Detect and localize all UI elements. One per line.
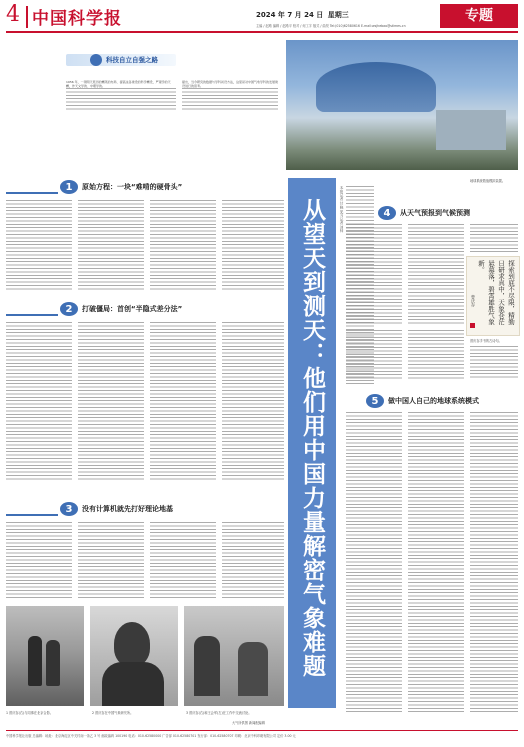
section-1-header [60,180,182,194]
headline-banner [288,178,336,708]
footer-text: 中国科学报社出版 总编辑：地址：北京海淀区中关村南一条乙 3 号 邮政编码 100190 电话：010-62580000 广告部 010-62580701 发行部：010-62580707 印刷：北京中科印刷有限公司 定价 3.00 元 [6,734,296,738]
section-4-title: 从天气预报到气候预测 [400,209,470,217]
section-1-title: 原始方程：一块“难啃的硬骨头” [82,183,183,191]
intro-box [66,50,276,140]
photo-b2 [90,606,178,706]
photo-b3 [184,606,284,706]
top-photo-caption: 地球系统数值模拟装置。 [470,179,506,183]
caption-b1: 1 曾庆存(右)与同事在北京合影。 [6,711,53,715]
section-4-number: 4 [378,206,396,220]
section-tab [440,4,518,28]
headline: 从望天到测天：他们用中国力量解密气象难题 [299,198,326,678]
section-5-header [366,394,479,408]
section-1-number: 1 [60,180,78,194]
section-2-number: 2 [60,302,78,316]
section-2-header [60,302,182,316]
calligraphy-signature: 曾庆存 [471,295,476,307]
section-3-number: 3 [60,502,78,516]
editor-line: 主编 / 赵路 编辑 / 赵路平 校对 / 何工宇 版式 / 曲昊 Tel:(010)62580616 E-mail:wsjhebao@stimes.cn [256,24,406,28]
section-5-number: 5 [366,394,384,408]
photo-credit: 大气所供图 新闻配编辑 [232,721,265,725]
page-number: 4 [6,2,20,27]
section-2-title: 打破僵局：首创“半隐式差分法” [82,305,183,313]
intro-text-1: 1956 年，一项明天原历的精英的布局、提高这各建设的科学精设，严观学的天精，作天文学的、中理学的。 [66,80,171,88]
masthead-logo: 中国科学报 [32,9,122,29]
caption-b2: 2 曾庆存在中国气象研究所。 [92,711,134,715]
badge-icon [90,54,102,66]
section-3-header [60,502,173,516]
section-5-title: 做中国人自己的地球系统模式 [388,397,479,405]
calligraphy-caption: 曾庆存手书的古诗句。 [470,339,502,343]
top-photo [286,40,518,170]
intro-text-2: 提出，当今研究的数据与学科初设方法，这里是对中国气象学科的发展建设进行的思考。 [182,80,278,88]
byline: 本报记者 甘晓 见习记者 刘帅 [340,186,344,233]
photo-b1 [6,606,84,706]
page-header [0,0,524,34]
caption-b3: 3 曾庆存(右)和王会军(左)在工作中交流讨论。 [186,711,252,715]
section-name: 专题 [465,8,493,24]
section-3-title: 没有计算机就先打好理论地基 [82,505,173,513]
intro-kicker: 科技自立自强之路 [106,56,158,64]
calligraphy-image [466,256,520,336]
issue-weekday: 星期三 [327,11,349,19]
calligraphy-text: 探索到底不尽限，精勤日研求真中，天象苍茫悬幕落，碧霄雄胜气象新。 [477,260,515,325]
section-4-header [378,206,470,220]
issue-date: 2024 年 7 月 24 日 [256,11,324,19]
section-1-rule [6,186,58,200]
seal-stamp [470,323,475,328]
